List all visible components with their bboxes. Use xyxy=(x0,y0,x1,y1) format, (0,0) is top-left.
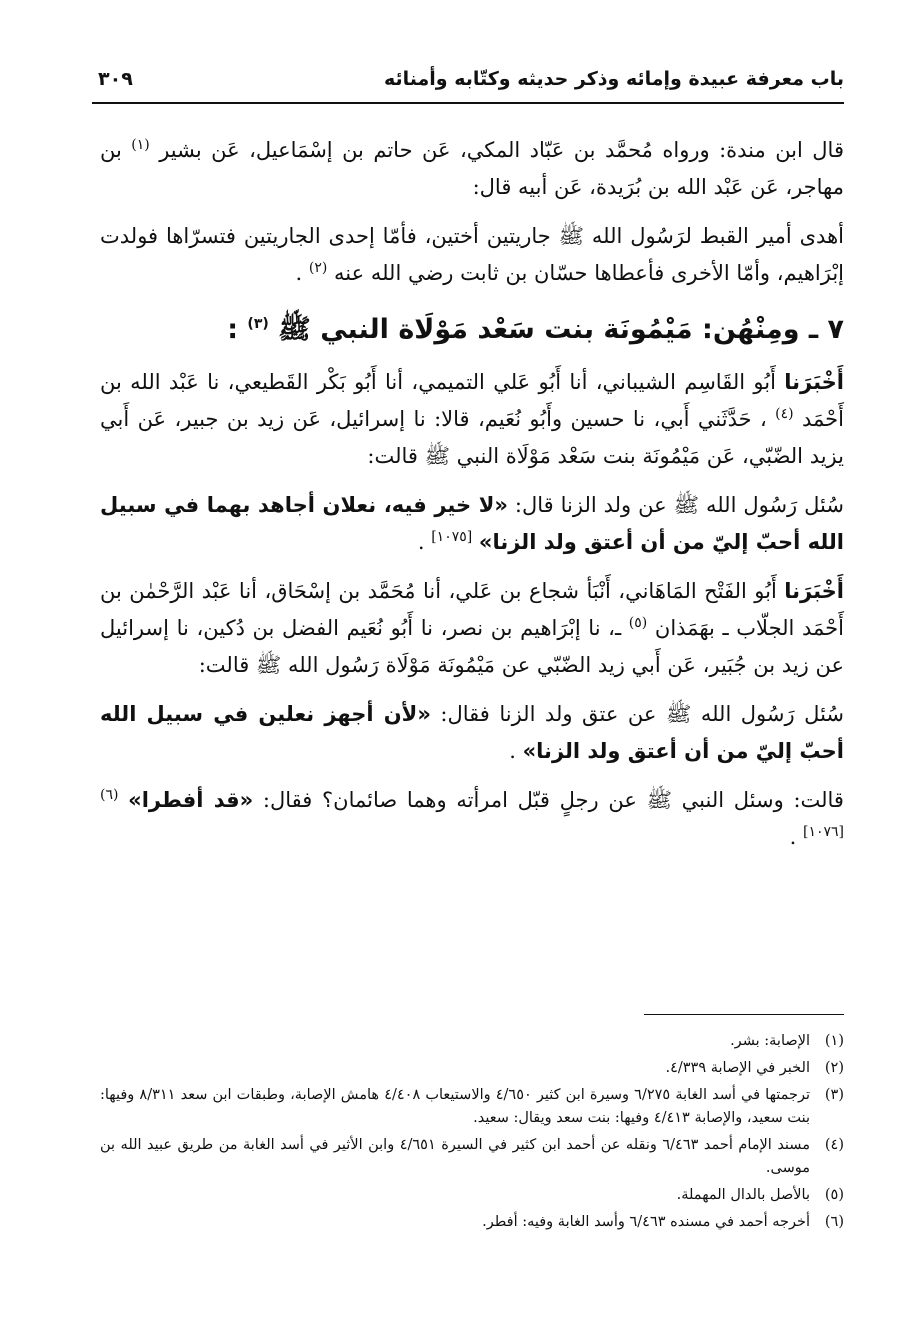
isnad-lead-2: أَخْبَرَنا xyxy=(784,579,844,603)
paragraph-6-end: . xyxy=(509,739,516,763)
isnad-lead-1: أَخْبَرَنا xyxy=(784,370,844,394)
section-heading xyxy=(100,308,844,352)
footnote-ref-5[interactable]: (٥) xyxy=(628,615,648,631)
paragraph-5 xyxy=(100,573,844,684)
header-divider xyxy=(92,102,844,104)
footnote-text: ترجمتها في أسد الغابة ٦/٢٧٥ وسيرة ابن كثير ٤/٦٥٠ والاستيعاب ٤/٤٠٨ هامش الإصابة، وطبقات ابن سعد ٨/٣١١ وفيها: بنت سعيد، والإصابة ٤/٤١٣ وفيها: بنت سعد ويقال: سعيد. xyxy=(100,1087,811,1126)
footnote xyxy=(100,1057,844,1080)
footnote-text: أخرجه أحمد في مسنده ٦/٤٦٣ وأسد الغابة وفيه: أفطر. xyxy=(482,1214,810,1230)
footnote-text: بالأصل بالدال المهملة. xyxy=(676,1187,810,1203)
paragraph-4-text: سُئل رَسُول الله ﷺ عن ولد الزنا قال: xyxy=(514,493,844,517)
paragraph-7-end: . xyxy=(789,825,797,849)
footnote-number: (٣) xyxy=(824,1087,844,1103)
footnote-divider xyxy=(644,1014,844,1015)
paragraph-2-text: أهدى أمير القبط لرَسُول الله ﷺ جاريتين أختين، فأمّا إحدى الجاريتين فتسرّاها فولدت إبْرَاهيم، وأمّا الأخرى فأعطاها حسّان بن ثابت رضي الله عنه xyxy=(100,224,844,285)
paragraph-5-text: أَبُو الفَتْح المَاهَاني، أَنْبَأ شجاع بن عَلي، أنا مُحَمَّد بن إسْحَاق، أنا عَبْد الرَّحْمٰن بن أَحْمَد الجلّاب ـ بهَمَذان xyxy=(100,579,844,640)
paragraph-6 xyxy=(100,696,844,770)
footnote-number: (٥) xyxy=(824,1187,844,1203)
footnote xyxy=(100,1211,844,1234)
footnotes xyxy=(100,1030,844,1238)
footnote-text: الإصابة: بشر. xyxy=(730,1033,810,1049)
hadith-quote-1: «لا خير فيه، نعلان أجاهد بهما في سبيل الله أحبّ إليّ من أن أعتق ولد الزنا» xyxy=(100,493,844,554)
paragraph-1 xyxy=(100,132,844,206)
footnote-ref-2[interactable]: (٢) xyxy=(308,260,328,276)
paragraph-7 xyxy=(100,782,844,856)
footnote-text: مسند الإمام أحمد ٦/٤٦٣ ونقله عن أحمد ابن كثير في السيرة ٤/٦٥١ وابن الأثير في أسد الغابة من طريق عبيد الله بن موسى. xyxy=(100,1137,811,1176)
footnote-number: (٢) xyxy=(824,1060,844,1076)
paragraph-3 xyxy=(100,364,844,475)
footnote-ref-3[interactable]: (٣) xyxy=(247,316,269,332)
paragraph-5-rest: ـ، نا إبْرَاهيم بن نصر، نا أَبُو نُعَيم الفضل بن دُكين، نا إسرائيل عن زيد بن جُبَير، عَن أَبي زيد الضّبّي عن مَيْمُونَة مَوْلَاة رَسُول الله ﷺ قالت: xyxy=(100,616,844,677)
section-heading-text: ٧ ـ ومِنْهُن: مَيْمُونَة بنت سَعْد مَوْلَاة النبي ﷺ xyxy=(278,314,844,345)
paragraph-7-text: قالت: وسئل النبي ﷺ عن رجلٍ قبّل امرأته وهما صائمان؟ فقال: xyxy=(262,788,844,812)
chapter-title: باب معرفة عبيدة وإمائه وذكر حديثه وكتّابه وأمنائه xyxy=(383,68,844,90)
footnote-ref-4[interactable]: (٤) xyxy=(775,406,794,422)
paragraph-3-text: أَبُو القَاسِم الشيباني، أنا أَبُو عَلي التميمي، أنا أَبُو بَكْر القَطيعي، نا عَبْد الله بن أَحْمَد xyxy=(100,370,844,431)
paragraph-6-text: سُئل رَسُول الله ﷺ عن عتق ولد الزنا فقال: xyxy=(440,702,844,726)
paragraph-3-rest: ، حَدَّثَني أَبي، نا حسين وأَبُو نُعَيم، قالا: نا إسرائيل، عَن زيد بن جبير، عَن أَبي يزيد الضّبّي، عَن مَيْمُونَة بنت سَعْد مَوْلَاة النبي ﷺ قالت: xyxy=(100,407,844,468)
paragraph-1-text: قال ابن مندة: ورواه مُحمَّد بن عَبّاد المكي، عَن حاتم بن إسْمَاعيل، عَن بشير xyxy=(159,138,844,162)
footnote xyxy=(100,1084,844,1130)
footnote-number: (٤) xyxy=(824,1137,844,1153)
running-header xyxy=(92,60,844,104)
footnote xyxy=(100,1134,844,1180)
paragraph-1-rest: بن مهاجر، عَن عَبْد الله بن بُرَيدة، عَن أبيه قال: xyxy=(100,138,844,199)
footnote-number: (٦) xyxy=(824,1214,844,1230)
paragraph-2 xyxy=(100,218,844,292)
main-text xyxy=(100,132,844,868)
footnote-number: (١) xyxy=(824,1033,844,1049)
footnote xyxy=(100,1184,844,1207)
footnote xyxy=(100,1030,844,1053)
footnote-ref-6[interactable]: (٦)[١٠٧٦] xyxy=(100,787,844,840)
hadith-quote-3: «قد أفطرا» xyxy=(128,788,254,812)
paragraph-2-end: . xyxy=(295,261,303,285)
footnote-ref-1[interactable]: (١) xyxy=(131,137,150,153)
hadith-number-1075: [١٠٧٥] xyxy=(431,529,473,545)
hadith-quote-2: «لأن أجهز نعلين في سبيل الله أحبّ إليّ من أن أعتق ولد الزنا» xyxy=(100,702,844,763)
paragraph-4-end: . xyxy=(417,530,425,554)
page-number: ٣٠٩ xyxy=(98,68,133,90)
section-heading-end: : xyxy=(227,314,238,345)
footnote-text: الخبر في الإصابة ٤/٣٣٩. xyxy=(665,1060,810,1076)
paragraph-4 xyxy=(100,487,844,561)
